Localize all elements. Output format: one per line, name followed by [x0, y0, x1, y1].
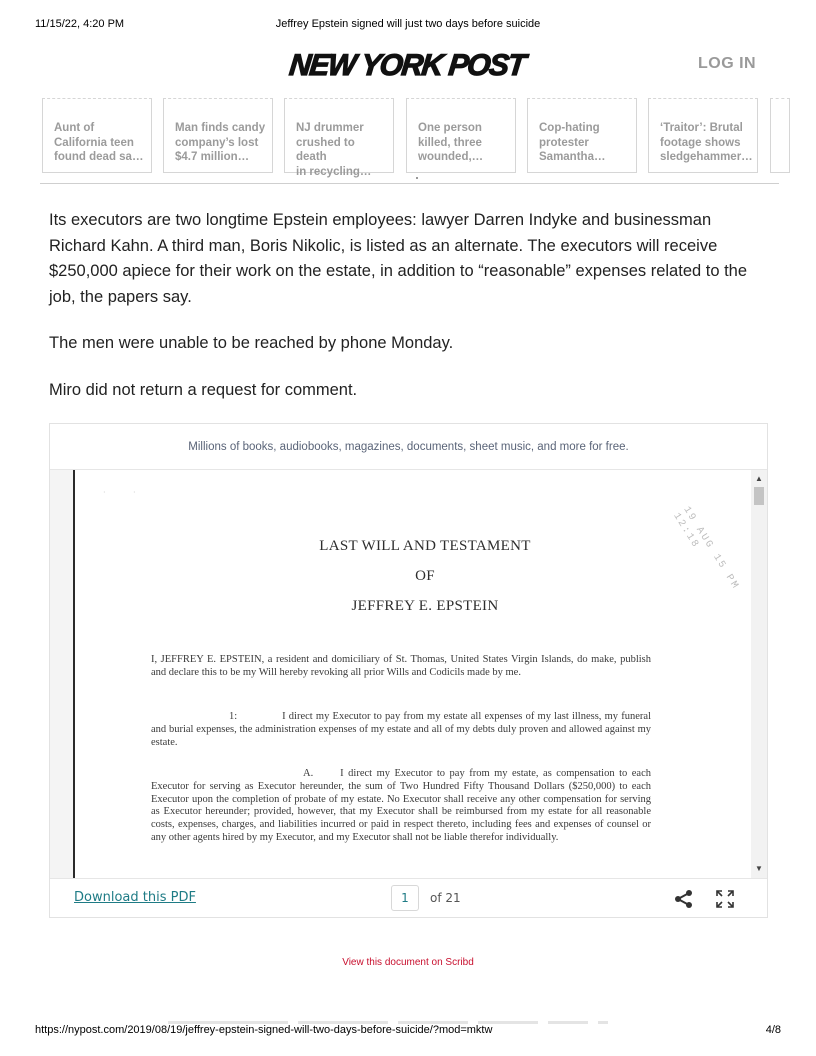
total-pages-label: of 21 [430, 891, 461, 905]
carousel-indicator [416, 177, 418, 179]
story-card[interactable] [163, 98, 273, 173]
print-url: https://nypost.com/2019/08/19/jeffrey-epstein-signed-will-two-days-before-suicide/?mod=mktw [35, 1024, 493, 1036]
viewer-scrollbar[interactable] [751, 470, 767, 878]
document-viewer[interactable] [50, 469, 767, 879]
scroll-up-arrow-icon[interactable]: ▲ [755, 474, 763, 483]
story-card[interactable] [527, 98, 637, 173]
story-line: protester [539, 136, 589, 149]
story-line: wounded,… [418, 151, 484, 163]
fullscreen-icon[interactable] [716, 890, 734, 913]
received-stamp: 19 AUG 15 PM 12:18 [670, 504, 741, 593]
story-line: Aunt of [54, 122, 95, 134]
doc-title: LAST WILL AND TESTAMENT [319, 538, 531, 554]
story-line: One person [418, 122, 482, 134]
doc-paragraph: A. I direct my Executor to pay from my estate, as compensation to each Executor for serving as Executor hereunder, the sum of Two Hundred Fifty Thousand Dollars ($250,000) to each Executor upon the completion of probate of my estate. No Executor shall receive any other compensation for serving as Executor hereunder; provided, however, that my Executor shall be reimbursed from my estate for all reasonable costs, expenses, charges, and liabilities incurred or paid in respect thereto, including fees and expenses of counsel or any other agents hired by my Executor, and my Executor shall not be liable therefor individually. [151, 768, 651, 843]
story-card[interactable] [284, 98, 394, 178]
story-card-partial[interactable] [770, 98, 790, 173]
story-line: sledgehammer… [660, 151, 753, 163]
story-line: company’s lost [175, 136, 259, 149]
story-line: killed, three [418, 136, 482, 149]
story-card[interactable] [42, 98, 152, 173]
scribd-embed [49, 423, 768, 918]
download-pdf-link[interactable]: Download this PDF [74, 890, 196, 905]
page-number-input[interactable]: 1 [391, 885, 419, 911]
logo-text: NEW YORK POST [287, 49, 527, 82]
scribd-promo-text[interactable]: Millions of books, audiobooks, magazines, documents, sheet music, and more for free. [188, 441, 629, 453]
nypost-logo[interactable] [287, 46, 527, 82]
scroll-thumb[interactable] [754, 487, 764, 505]
article-paragraph: The men were unable to be reached by phone Monday. [49, 334, 454, 352]
scroll-down-arrow-icon[interactable]: ▼ [755, 864, 763, 873]
story-card[interactable] [648, 98, 758, 173]
doc-title-name: JEFFREY E. EPSTEIN [351, 598, 499, 614]
cut-off-content [168, 1013, 628, 1021]
print-page-number: 4/8 [765, 1024, 781, 1036]
print-timestamp: 11/15/22, 4:20 PM [35, 18, 125, 30]
share-icon[interactable] [674, 889, 694, 914]
print-page-title: Jeffrey Epstein signed will just two days before suicide [275, 18, 541, 30]
document-page: · · LAST WILL AND TESTAMENT OF JEFFREY E. EPSTEIN 19 AUG 15 PM 12:18 I, JEFFREY E. EPSTEIN, a resident and domiciliary of St. Thomas, United States Virgin Islands, do make, publish and declare this to be my Will hereby revoking all prior Wills and Codicils made by me. 1: I direct my Executor to pay from my estate all expenses of my last illness, my funeral and burial expenses, the administration expenses of my estate and all of my debts duly proven and allowed against my estate. A. I direct my Executor to pay from my estate, as compensation to each Executor for serving as Executor hereunder, the sum of Two Hundred Fifty Thousand Dollars ($250,000) to each Executor upon the completion of probate of my estate. No Executor shall receive any other compensation for serving as Executor hereunder; provided, however, that my Executor shall be reimbursed from my estate for all reasonable costs, expenses, charges, and liabilities incurred or paid in respect thereto, including fees and expenses of counsel or any other agents hired by my Executor, and my Executor shall not be liable therefor individually. [73, 470, 755, 878]
story-line: Man finds candy [175, 122, 266, 134]
story-line: ‘Traitor’: Brutal [660, 122, 743, 134]
story-line: NJ drummer [296, 122, 364, 134]
print-header [35, 18, 781, 32]
article-body [49, 208, 769, 424]
story-line: crushed to death [296, 136, 355, 163]
print-footer [35, 1024, 781, 1038]
embed-toolbar [50, 879, 767, 919]
view-on-scribd-link[interactable]: View this document on Scribd [342, 957, 474, 968]
story-line: Samantha… [539, 151, 606, 163]
trending-stories-strip [40, 97, 779, 184]
story-line: California teen [54, 136, 134, 149]
story-line: $4.7 million… [175, 151, 250, 163]
story-line: Cop-hating [539, 122, 600, 134]
doc-paragraph: 1: I direct my Executor to pay from my estate all expenses of my last illness, my funeral and burial expenses, the administration expenses of my estate and all of my debts duly proven and allowed against my estate. [151, 711, 651, 748]
login-link[interactable]: LOG IN [698, 55, 757, 72]
article-paragraph: Miro did not return a request for comment. [49, 380, 358, 399]
nypost-logo-graphic [287, 46, 527, 82]
story-line: found dead sa… [54, 151, 144, 163]
doc-title-of: OF [415, 568, 435, 584]
doc-paragraph: I, JEFFREY E. EPSTEIN, a resident and domiciliary of St. Thomas, United States Virgin Islands, do make, publish and declare this to be my Will hereby revoking all prior Wills and Codicils made by me. [151, 654, 651, 678]
story-line: in recycling… [296, 165, 372, 178]
article-paragraph: Its executors are two longtime Epstein employees: lawyer Darren Indyke and businessman Richard Kahn. A third man, Boris Nikolic, is listed as an alternate. The executors will receive $250,000 apiece for their work on the estate, in addition to “reasonable” expenses related to the job, the papers say. [49, 211, 748, 306]
story-card[interactable] [406, 98, 516, 173]
story-line: footage shows [660, 136, 741, 149]
